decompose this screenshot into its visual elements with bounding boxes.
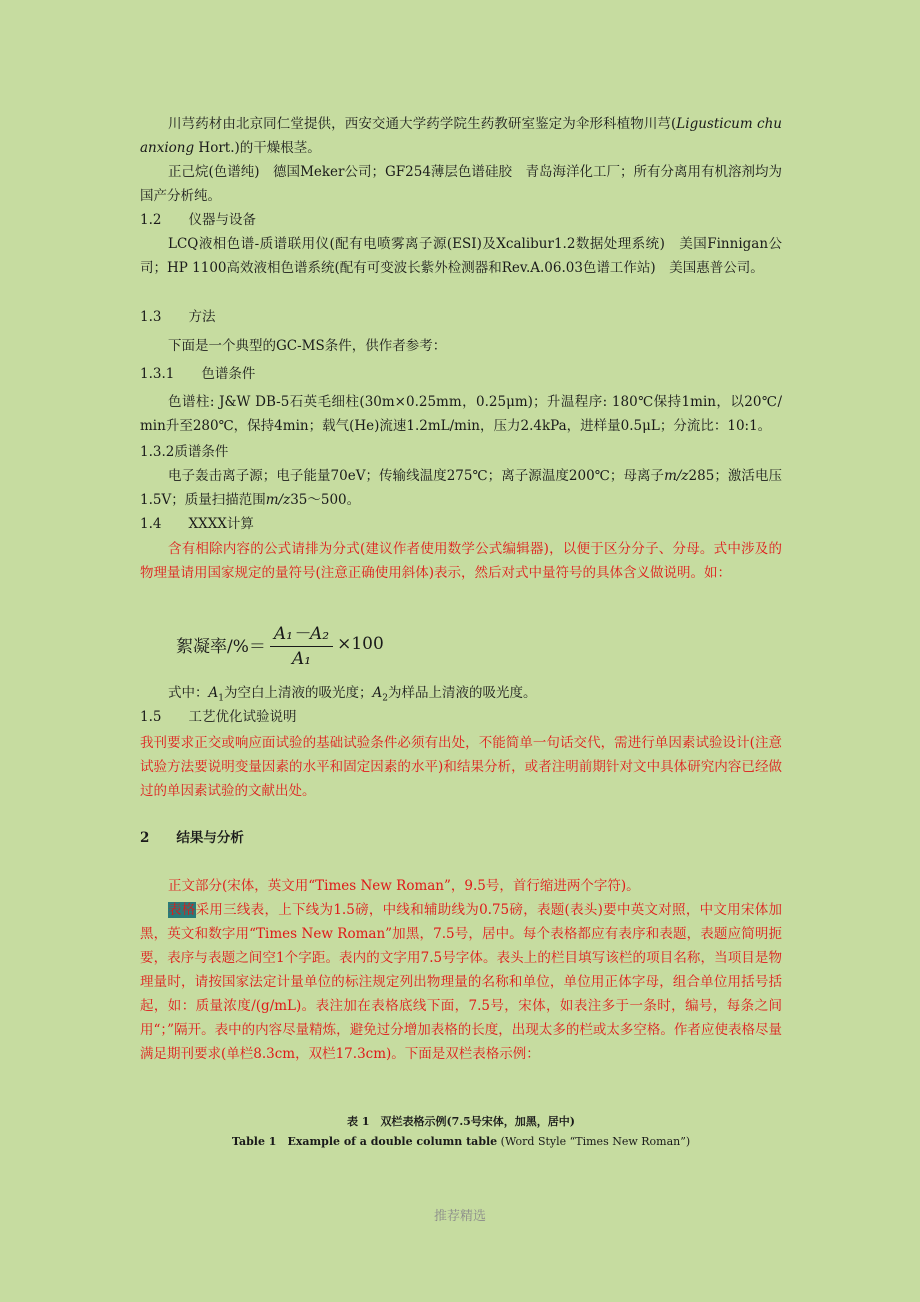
- calculation-note-paragraph: 含有相除内容的公式请排为分式(建议作者使用数学公式编辑器)，以便于区分分子、分母。式中涉及的物理量请用国家规定的量符号(注意正确使用斜体)表示，然后对式中量符号的具体含义做说明。如：: [140, 541, 782, 581]
- ms-paragraph: 电子轰击离子源；电子能量70eV；传输线温度275℃；离子源温度200℃；母离子m/z285；激活电压1.5V；质量扫描范围m/z35～500。: [140, 468, 782, 508]
- method-intro-paragraph: 下面是一个典型的GC-MS条件，供作者参考：: [168, 338, 447, 354]
- latin-name: Ligusticum chuanxiong: [140, 116, 782, 156]
- chromatography-paragraph: 色谱柱: J&W DB-5石英毛细柱(30m×0.25mm，0.25μm)；升温程序: 180℃保持1min，以20℃/min升至280℃，保持4min；载气(He)流速1.2mL/min，压力2.4kPa，进样量0.5μL；分流比：10:1。: [140, 394, 782, 434]
- formula-rhs: ×100: [337, 634, 384, 654]
- table-caption-cn: 表 1 双栏表格示例(7.5号宋体，加黑，居中): [346, 1115, 576, 1128]
- process-note-paragraph: 我刊要求正交或响应面试验的基础试验条件必须有出处，不能简单一句话交代，需进行单因素试验设计(注意试验方法要说明变量因素的水平和固定因素的水平)和结果分析，或者注明前期针对文中具体研究内容已经做过的单因素试验的文献出处。: [140, 735, 782, 799]
- heading-2: 2 结果与分析: [140, 830, 244, 846]
- heading-1-4: 1.4 XXXX计算: [140, 516, 254, 532]
- table-caption-en: Table 1 Example of a double column table (Word Style “Times New Roman”): [231, 1135, 691, 1148]
- table-rules-paragraph: 表格采用三线表，上下线为1.5磅，中线和辅助线为0.75磅，表题(表头)要中英文对照，中文用宋体加黑，英文和数字用“Times New Roman”加黑，7.5号，居中。每个表格都应有表序和表题，表题应简明扼要，表序与表题之间空1个字距。表内的文字用7.5号字体。表头上的栏目填写该栏的项目名称，当项目是物理量时，请按国家法定计量单位的标注规定列出物理量的名称和单位，单位用正体字母，组合单位用括号括起，如：质量浓度/(g/mL)。表注加在表格底线下面，7.5号，宋体，如表注多于一条时，编号，每条之间用“；”隔开。表中的内容尽量精炼，避免过分增加表格的长度，出现太多的栏或太多空格。作者应使表格尽量满足期刊要求(单栏8.3cm，双栏17.3cm)。下面是双栏表格示例：: [140, 902, 783, 1062]
- heading-1-3-1: 1.3.1 色谱条件: [140, 366, 256, 382]
- heading-1-5: 1.5 工艺优化试验说明: [140, 709, 297, 725]
- highlighted-word: 表格: [168, 902, 196, 918]
- formula-description: 式中：$A_1$为空白上清液的吸光度；$A_2$为样品上清液的吸光度。: [168, 685, 537, 704]
- page-footer: 推荐精选: [433, 1209, 486, 1224]
- materials-paragraph-1: [140, 112, 782, 160]
- materials-text-tail: Hort.)的干燥根茎。: [194, 140, 321, 156]
- flocculation-formula: [176, 618, 436, 670]
- mz-symbol: m/z: [265, 492, 291, 508]
- formula-numerator: A₁－A₂: [270, 619, 333, 647]
- formula-fraction: [270, 619, 333, 669]
- formula-denominator: A₁: [291, 649, 312, 669]
- heading-1-3: 1.3 方法: [140, 309, 216, 325]
- materials-paragraph-2: 正己烷(色谱纯) 德国Meker公司；GF254薄层色谱硅胶 青岛海洋化工厂；所有分离用有机溶剂均为国产分析纯。: [140, 164, 782, 204]
- instruments-paragraph: LCQ液相色谱-质谱联用仪(配有电喷雾离子源(ESI)及Xcalibur1.2数据处理系统) 美国Finnigan公司；HP 1100高效液相色谱系统(配有可变波长紫外检测器和Rev.A.06.03色谱工作站) 美国惠普公司。: [140, 236, 782, 276]
- heading-1-2: 1.2 仪器与设备: [140, 212, 256, 228]
- heading-1-3-2: 1.3.2质谱条件: [140, 444, 229, 460]
- formula-lhs: 絮凝率/%＝: [176, 636, 266, 657]
- body-style-paragraph: 正文部分(宋体，英文用“Times New Roman”，9.5号，首行缩进两个字符)。: [168, 878, 640, 894]
- materials-text: 川芎药材由北京同仁堂提供，西安交通大学药学院生药教研室鉴定为伞形科植物川芎(: [168, 116, 677, 132]
- mz-symbol: m/z: [664, 468, 689, 484]
